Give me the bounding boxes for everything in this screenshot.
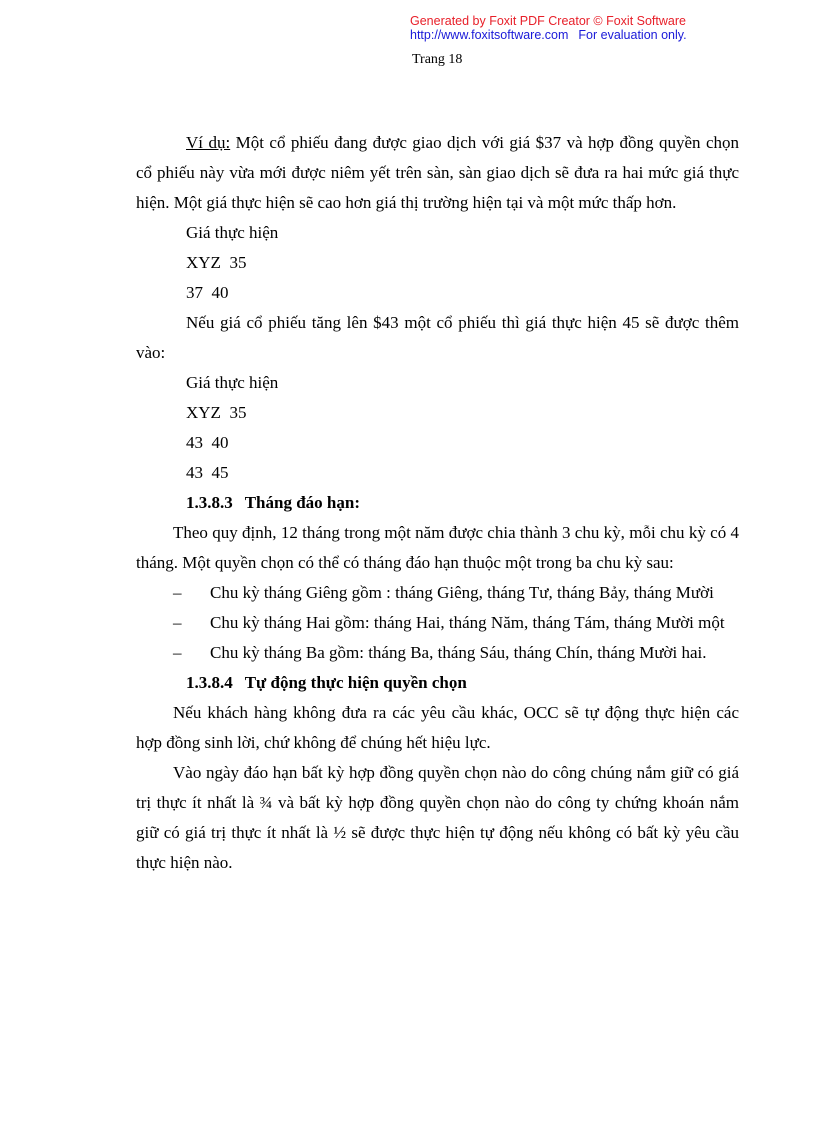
- list-item-text: Chu kỳ tháng Hai gồm: tháng Hai, tháng Năm, tháng Tám, tháng Mười một: [210, 613, 725, 632]
- auto-exercise-paragraph: Vào ngày đáo hạn bất kỳ hợp đồng quyền chọn nào do công chúng nắm giữ có giá trị thực ít nhất là ¾ và bất kỳ hợp đồng quyền chọn nào do công ty chứng khoán nắm giữ có giá trị thực ít nhất là ½ sẽ được thực hiện tự động nếu không có bất kỳ yêu cầu thực hiện nào.: [136, 763, 739, 872]
- dash-bullet: –: [173, 613, 182, 632]
- dash-bullet: –: [173, 643, 182, 662]
- section-title: Tháng đáo hạn:: [244, 493, 360, 512]
- table1-row: XYZ 35: [186, 253, 247, 272]
- list-item-text: Chu kỳ tháng Giêng gồm : tháng Giêng, tháng Tư, tháng Bảy, tháng Mười: [210, 583, 714, 602]
- table2-header: Giá thực hiện: [186, 373, 279, 392]
- table1-row: 37 40: [186, 283, 229, 302]
- watermark-generator-line: Generated by Foxit PDF Creator © Foxit Software: [410, 14, 686, 28]
- table2-row: 43 40: [186, 433, 229, 452]
- table1-header: Giá thực hiện: [186, 223, 279, 242]
- watermark-url-line: [410, 28, 687, 42]
- section-title: Tự động thực hiện quyền chọn: [244, 673, 467, 692]
- auto-exercise-paragraph: Nếu khách hàng không đưa ra các yêu cầu khác, OCC sẽ tự động thực hiện các hợp đồng sinh lời, chứ không để chúng hết hiệu lực.: [136, 703, 739, 752]
- section-number: 1.3.8.3: [186, 493, 233, 512]
- table2-row: XYZ 35: [186, 403, 247, 422]
- watermark-url: http://www.foxitsoftware.com: [410, 28, 569, 42]
- example-paragraph: [136, 128, 739, 218]
- evaluation-watermark: [410, 14, 687, 42]
- section-heading-auto-exercise: [136, 668, 739, 698]
- watermark-note: For evaluation only.: [578, 28, 687, 42]
- list-item-text: Chu kỳ tháng Ba gồm: tháng Ba, tháng Sáu, tháng Chín, tháng Mười hai.: [210, 643, 707, 662]
- expiration-cycle-list: [136, 578, 739, 668]
- list-item: [136, 608, 739, 638]
- dash-bullet: –: [173, 583, 182, 602]
- expiration-intro-paragraph: Theo quy định, 12 tháng trong một năm được chia thành 3 chu kỳ, mỗi chu kỳ có 4 tháng. Một quyền chọn có thể có tháng đáo hạn thuộc một trong ba chu kỳ sau:: [136, 523, 739, 572]
- section-heading-expiration-month: [136, 488, 739, 518]
- list-item: [136, 638, 739, 668]
- example-text: Một cổ phiếu đang được giao dịch với giá $37 và hợp đồng quyền chọn cổ phiếu này vừa mới được niêm yết trên sàn, sàn giao dịch sẽ đưa ra hai mức giá thực hiện. Một giá thực hiện sẽ cao hơn giá thị trường hiện tại và một mức thấp hơn.: [136, 133, 739, 212]
- example-lead: Ví dụ:: [186, 133, 231, 152]
- list-item: [136, 578, 739, 608]
- table2-row: 43 45: [186, 463, 229, 482]
- section-number: 1.3.8.4: [186, 673, 233, 692]
- increase-paragraph: Nếu giá cổ phiếu tăng lên $43 một cổ phiếu thì giá thực hiện 45 sẽ được thêm vào:: [136, 313, 739, 362]
- document-body: [136, 128, 739, 878]
- page-number: Trang 18: [412, 52, 463, 67]
